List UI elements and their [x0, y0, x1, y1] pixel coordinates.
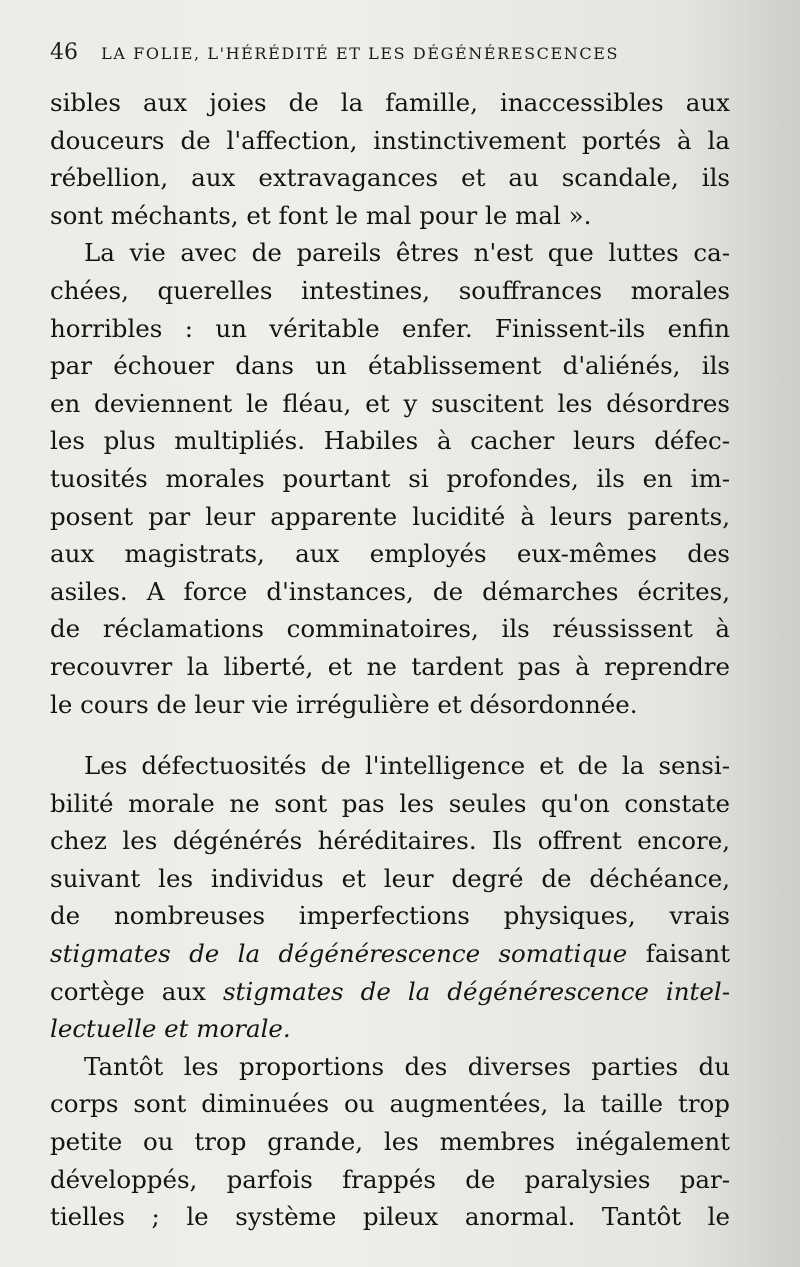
text-line: recouvrer la liberté, et ne tardent pas à reprendre — [50, 651, 730, 681]
text-line: chées, querelles intestines, souffrances morales — [50, 275, 730, 305]
text-line: aux magistrats, aux employés eux-mêmes des — [50, 539, 730, 569]
text-line: en deviennent le fléau, et y suscitent les désordres — [50, 388, 730, 418]
text-line: développés, parfois frappés de paralysies par- — [50, 1164, 730, 1194]
paragraph-block-2 — [50, 747, 730, 1236]
text-line: La vie avec de pareils êtres n'est que luttes ca- — [84, 238, 730, 268]
text-line: sibles aux joies de la famille, inaccessibles aux — [50, 88, 730, 117]
text-line: sont méchants, et font le mal pour le mal ». — [50, 200, 592, 230]
text-line: posent par leur apparente lucidité à leurs parents, — [50, 501, 730, 531]
text-run: cortège aux — [50, 976, 206, 1006]
italic-phrase: stigmates de la dégénérescence intel- — [222, 976, 730, 1006]
text-line: petite ou trop grande, les membres inégalement — [50, 1126, 730, 1156]
text-line: horribles : un véritable enfer. Finissent-ils enfin — [50, 313, 730, 343]
text-line: de nombreuses imperfections physiques, vrais — [50, 901, 730, 931]
text-line: asiles. A force d'instances, de démarches écrites, — [50, 576, 730, 606]
text-line — [50, 1010, 730, 1048]
text-line: suivant les individus et leur degré de déchéance, — [50, 863, 730, 893]
text-line — [50, 935, 730, 973]
text-line: par échouer dans un établissement d'aliénés, ils — [50, 351, 730, 381]
text-line: bilité morale ne sont pas les seules qu'on constate — [50, 788, 730, 818]
italic-phrase: stigmates de la dégénérescence somatique — [50, 938, 628, 968]
text-line: chez les dégénérés héréditaires. Ils offrent encore, — [50, 826, 730, 856]
text-line: corps sont diminuées ou augmentées, la taille trop — [50, 1089, 730, 1119]
italic-phrase: lectuelle et morale. — [50, 1014, 291, 1044]
text-line: rébellion, aux extravagances et au scandale, ils — [50, 163, 730, 193]
text-line: douceurs de l'affection, instinctivement portés à la — [50, 125, 730, 155]
text-line: Tantôt les proportions des diverses parties du — [84, 1051, 730, 1081]
page-header — [50, 40, 740, 65]
text-line: tielles ; le système pileux anormal. Tantôt le — [50, 1202, 730, 1232]
paragraph-block-1 — [50, 84, 730, 723]
text-run: faisant — [645, 938, 731, 968]
text-line — [50, 973, 730, 1011]
text-line: Les défectuosités de l'intelligence et de la sensi- — [84, 751, 730, 780]
text-line: les plus multipliés. Habiles à cacher leurs défec- — [50, 426, 730, 456]
text-line: de réclamations comminatoires, ils réussissent à — [50, 614, 730, 644]
running-title: LA FOLIE, L'HÉRÉDITÉ ET LES DÉGÉNÉRESCENCES — [101, 44, 620, 63]
page-number: 46 — [50, 40, 78, 65]
text-line: le cours de leur vie irrégulière et désordonnée. — [50, 689, 638, 719]
text-line: tuosités morales pourtant si profondes, ils en im- — [50, 463, 730, 493]
